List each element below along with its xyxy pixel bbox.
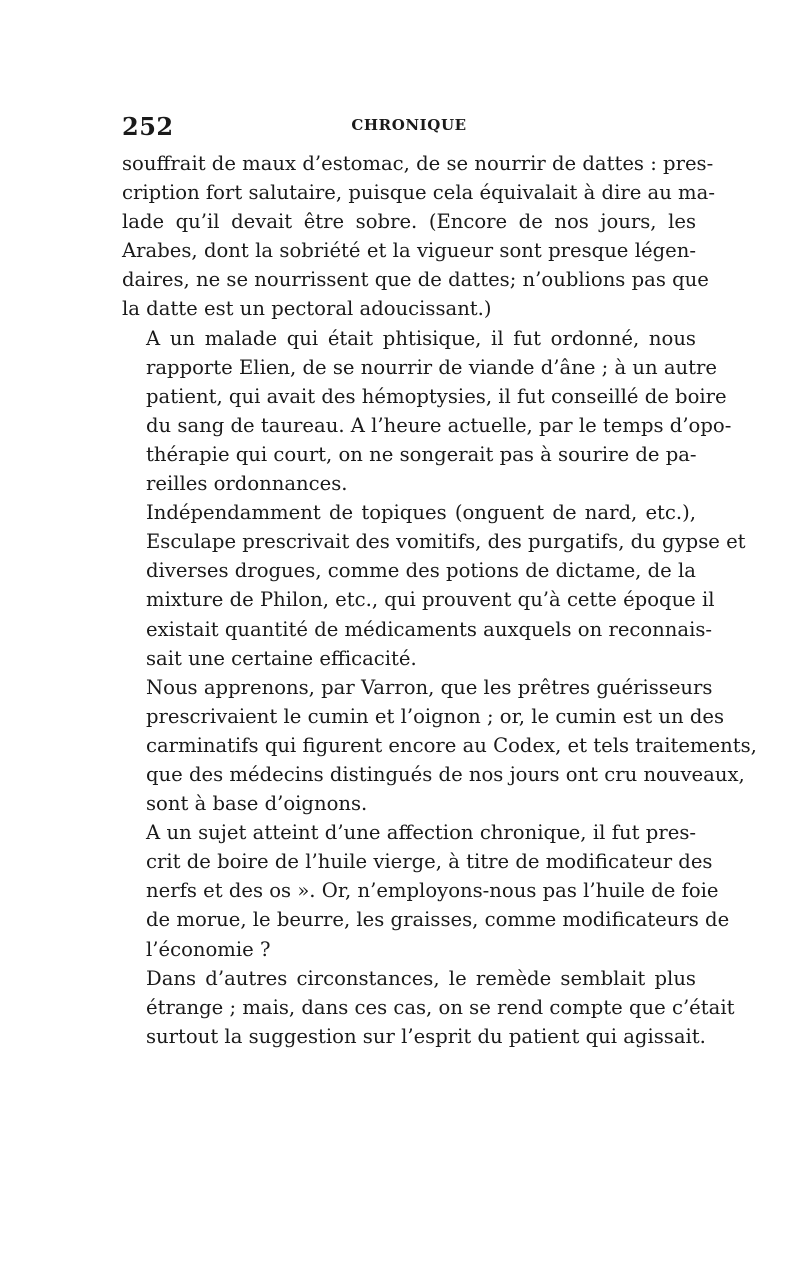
text-line: Esculape prescrivait des vomitifs, des purgatifs, du gypse et — [146, 530, 746, 554]
text-line: A un malade qui était phtisique, il fut ordonné, nous — [146, 326, 696, 350]
text-line: mixture de Philon, etc., qui prouvent qu’à cette époque il — [146, 588, 715, 612]
paragraph — [122, 818, 730, 963]
text-line: lade qu’il devait être sobre. (Encore de nos jours, les — [122, 210, 696, 234]
text-line: Dans d’autres circonstances, le remède semblait plus — [146, 966, 696, 990]
text-line: patient, qui avait des hémoptysies, il fut conseillé de boire — [146, 384, 727, 408]
text-line: surtout la suggestion sur l’esprit du patient qui agissait. — [146, 1024, 706, 1048]
text-line: du sang de taureau. A l’heure actuelle, par le temps d’opo- — [146, 413, 732, 437]
text-line: crit de boire de l’huile vierge, à titre de modificateur des — [146, 850, 713, 874]
text-line: daires, ne se nourrissent que de dattes; n’oublions pas que — [122, 268, 709, 292]
running-head — [122, 112, 696, 140]
text-line: Arabes, dont la sobriété et la vigueur sont presque légen- — [122, 239, 696, 263]
text-line: étrange ; mais, dans ces cas, on se rend compte que c’était — [146, 995, 735, 1019]
page-number: 252 — [122, 112, 174, 141]
text-line: existait quantité de médicaments auxquels on reconnais- — [146, 617, 713, 641]
paragraph — [122, 964, 735, 1051]
text-line: reilles ordonnances. — [146, 472, 348, 496]
paragraph — [122, 324, 732, 499]
text-line: la datte est un pectoral adoucissant.) — [122, 297, 492, 321]
text-line: nerfs et des os ». Or, n’employons-nous pas l’huile de foie — [146, 879, 719, 903]
text-line: cription fort salutaire, puisque cela équivalait à dire au ma- — [122, 181, 715, 205]
text-line: l’économie ? — [146, 937, 271, 961]
text-line: diverses drogues, comme des potions de dictame, de la — [146, 559, 696, 583]
text-line: Indépendamment de topiques (onguent de nard, etc.), — [146, 501, 696, 525]
text-line: thérapie qui court, on ne songerait pas à sourire de pa- — [146, 442, 697, 466]
paragraph — [122, 149, 715, 324]
paragraph — [122, 498, 746, 673]
paragraph — [122, 673, 757, 818]
body-text — [122, 149, 757, 1051]
text-line: de morue, le beurre, les graisses, comme modificateurs de — [146, 908, 730, 932]
text-line: A un sujet atteint d’une affection chronique, il fut pres- — [146, 821, 696, 845]
section-title: CHRONIQUE — [351, 116, 467, 134]
text-line: Nous apprenons, par Varron, que les prêtres guérisseurs — [146, 675, 713, 699]
text-line: prescrivaient le cumin et l’oignon ; or, le cumin est un des — [146, 704, 725, 728]
text-line: que des médecins distingués de nos jours ont cru nouveaux, — [146, 762, 745, 786]
text-line: sait une certaine efficacité. — [146, 646, 417, 670]
text-line: souffrait de maux d’estomac, de se nourrir de dattes : pres- — [122, 152, 714, 175]
text-line: rapporte Elien, de se nourrir de viande d’âne ; à un autre — [146, 355, 717, 379]
text-line: carminatifs qui figurent encore au Codex, et tels traitements, — [146, 733, 757, 757]
text-line: sont à base d’oignons. — [146, 792, 368, 816]
